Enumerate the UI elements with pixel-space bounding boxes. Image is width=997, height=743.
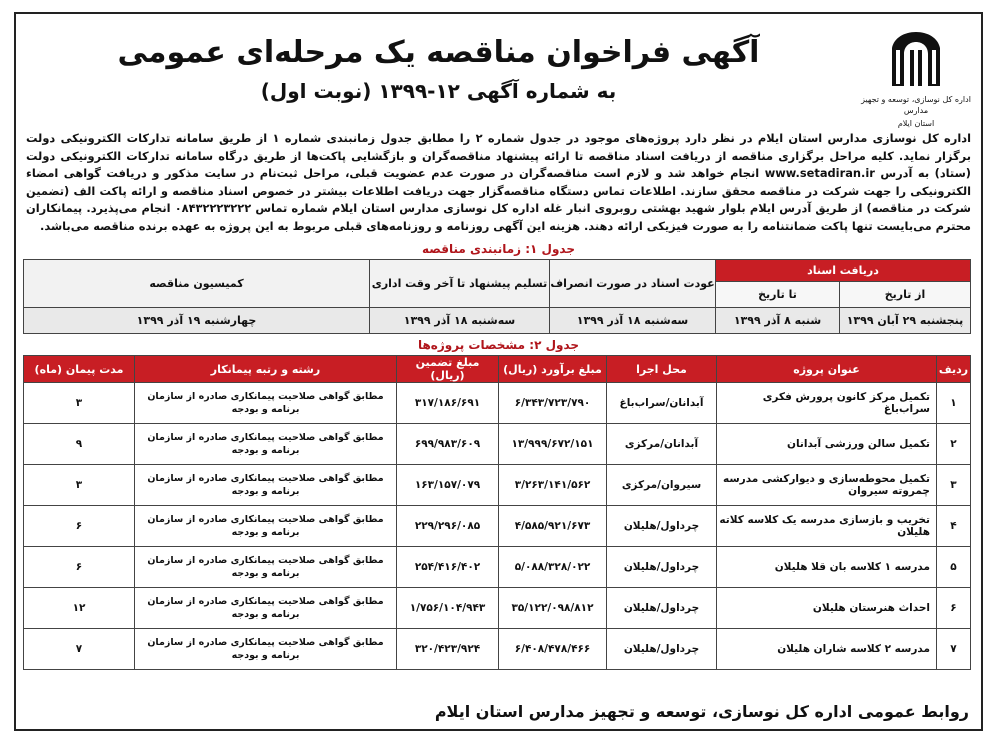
row-number: ۶ bbox=[937, 588, 971, 629]
project-estimate: ۱۳/۹۹۹/۶۷۲/۱۵۱ bbox=[499, 424, 607, 465]
submit-header: تسلیم پیشنهاد تا آخر وقت اداری bbox=[370, 260, 550, 308]
project-estimate: ۳/۲۶۳/۱۴۱/۵۶۲ bbox=[499, 465, 607, 506]
table-row bbox=[24, 465, 971, 506]
project-guarantee: ۶۹۹/۹۸۳/۶۰۹ bbox=[397, 424, 499, 465]
organization-province: استان ایلام bbox=[897, 119, 935, 128]
table-row bbox=[24, 547, 971, 588]
col-header-guarantee: مبلغ تضمین (ریال) bbox=[397, 356, 499, 383]
table-row bbox=[24, 424, 971, 465]
project-location: آبدانان/سراب‌باغ bbox=[607, 383, 717, 424]
contractor-grade: مطابق گواهی صلاحیت پیمانکاری صادره از سازمان برنامه و بودجه bbox=[135, 547, 397, 588]
project-location: چرداول/هلیلان bbox=[607, 588, 717, 629]
contract-duration: ۳ bbox=[24, 383, 135, 424]
project-estimate: ۶/۳۴۳/۷۲۳/۷۹۰ bbox=[499, 383, 607, 424]
contractor-grade: مطابق گواهی صلاحیت پیمانکاری صادره از سازمان برنامه و بودجه bbox=[135, 588, 397, 629]
notice-title: آگهی فراخوان مناقصه یک مرحله‌ای عمومی bbox=[117, 35, 760, 70]
projects-table bbox=[23, 355, 971, 670]
contractor-grade: مطابق گواهی صلاحیت پیمانکاری صادره از سازمان برنامه و بودجه bbox=[135, 506, 397, 547]
notice-header bbox=[26, 20, 971, 128]
projects-table-caption: جدول ۲: مشخصات پروژه‌ها bbox=[417, 338, 580, 352]
to-date-header: تا تاریخ bbox=[716, 282, 840, 308]
col-header-contractor-grade: رشته و رتبه پیمانکار bbox=[135, 356, 397, 383]
from-date-value: پنجشنبه ۲۹ آبان ۱۳۹۹ bbox=[840, 308, 971, 334]
table-row bbox=[24, 629, 971, 670]
project-location: آبدانان/مرکزی bbox=[607, 424, 717, 465]
project-title: تکمیل سالن ورزشی آبدانان bbox=[717, 424, 937, 465]
row-number: ۷ bbox=[937, 629, 971, 670]
from-date-header: از تاریخ bbox=[840, 282, 971, 308]
table-row bbox=[24, 506, 971, 547]
contract-duration: ۶ bbox=[24, 506, 135, 547]
project-title: احداث هنرستان هلیلان bbox=[717, 588, 937, 629]
project-location: چرداول/هلیلان bbox=[607, 506, 717, 547]
project-estimate: ۶/۴۰۸/۴۷۸/۴۶۶ bbox=[499, 629, 607, 670]
public-relations-signature: روابط عمومی اداره کل نوسازی، توسعه و تجهیز مدارس استان ایلام bbox=[434, 702, 969, 721]
contractor-grade: مطابق گواهی صلاحیت پیمانکاری صادره از سازمان برنامه و بودجه bbox=[135, 629, 397, 670]
col-header-row-number: ردیف bbox=[937, 356, 971, 383]
project-location: چرداول/هلیلان bbox=[607, 629, 717, 670]
contract-duration: ۷ bbox=[24, 629, 135, 670]
doc-receipt-header: دریافت اسناد bbox=[716, 260, 971, 282]
row-number: ۳ bbox=[937, 465, 971, 506]
organization-name: اداره کل نوسازی، توسعه و تجهیز مدارس bbox=[861, 95, 971, 115]
table-row bbox=[24, 383, 971, 424]
commission-value: چهارشنبه ۱۹ آذر ۱۳۹۹ bbox=[24, 308, 370, 334]
to-date-value: شنبه ۸ آذر ۱۳۹۹ bbox=[716, 308, 840, 334]
doc-return-value: سه‌شنبه ۱۸ آذر ۱۳۹۹ bbox=[550, 308, 716, 334]
col-header-estimate: مبلغ برآورد (ریال) bbox=[499, 356, 607, 383]
project-guarantee: ۱/۷۵۶/۱۰۴/۹۴۳ bbox=[397, 588, 499, 629]
project-title: مدرسه ۱ کلاسه بان قلا هلیلان bbox=[717, 547, 937, 588]
contract-duration: ۱۲ bbox=[24, 588, 135, 629]
contract-duration: ۳ bbox=[24, 465, 135, 506]
project-title: تکمیل مرکز کانون پرورش فکری سراب‌باغ bbox=[717, 383, 937, 424]
project-title: تکمیل محوطه‌سازی و دیوارکشی مدرسه چمروته سیروان bbox=[717, 465, 937, 506]
doc-return-header: عودت اسناد در صورت انصراف bbox=[550, 260, 716, 308]
col-header-location: محل اجرا bbox=[607, 356, 717, 383]
organization-logo bbox=[861, 28, 971, 129]
contract-duration: ۹ bbox=[24, 424, 135, 465]
schedule-table bbox=[23, 259, 971, 334]
schedule-table-caption: جدول ۱: زمانبندی مناقصه bbox=[422, 242, 575, 256]
project-title: تخریب و بازسازی مدرسه یک کلاسه کلاته هلیلان bbox=[717, 506, 937, 547]
project-guarantee: ۳۲۰/۴۲۳/۹۲۴ bbox=[397, 629, 499, 670]
row-number: ۱ bbox=[937, 383, 971, 424]
contractor-grade: مطابق گواهی صلاحیت پیمانکاری صادره از سازمان برنامه و بودجه bbox=[135, 424, 397, 465]
tender-notice bbox=[14, 12, 983, 731]
row-number: ۵ bbox=[937, 547, 971, 588]
col-header-project-title: عنوان پروژه bbox=[717, 356, 937, 383]
submit-value: سه‌شنبه ۱۸ آذر ۱۳۹۹ bbox=[370, 308, 550, 334]
contractor-grade: مطابق گواهی صلاحیت پیمانکاری صادره از سازمان برنامه و بودجه bbox=[135, 383, 397, 424]
renovation-organization-emblem-icon bbox=[884, 28, 948, 92]
project-guarantee: ۱۶۳/۱۵۷/۰۷۹ bbox=[397, 465, 499, 506]
col-header-duration: مدت پیمان (ماه) bbox=[24, 356, 135, 383]
project-guarantee: ۲۲۹/۲۹۶/۰۸۵ bbox=[397, 506, 499, 547]
project-estimate: ۵/۰۸۸/۳۲۸/۰۲۲ bbox=[499, 547, 607, 588]
table-row bbox=[24, 588, 971, 629]
contract-duration: ۶ bbox=[24, 547, 135, 588]
project-title: مدرسه ۲ کلاسه شاران هلیلان bbox=[717, 629, 937, 670]
project-location: چرداول/هلیلان bbox=[607, 547, 717, 588]
intro-paragraph: اداره کل نوسازی مدارس استان ایلام در نظر دارد پروژه‌های موجود در جدول شماره ۲ را مطابق جدول زمانبندی شماره ۱ از طریق سامانه تدارکات الکترونیکی دولت برگزار نماید. کلیه مراحل برگزاری مناقصه از دریافت اسناد مناقصه تا ارائه پیشنهاد مناقصه‌گران و بازگشایی پاکت‌ها از طریق درگاه سامانه تدارکات الکترونیکی دولت (ستاد) به آدرس www.setadiran.ir انجام خواهد شد و لازم است مناقصه‌گران در صورت عدم عضویت قبلی، مراحل ثبت‌نام در سایت مذکور و دریافت گواهی امضاء الکترونیکی را جهت شرکت در مناقصه محقق سازند. اطلاعات تماس دستگاه مناقصه‌گزار جهت دریافت اطلاعات بیشتر در خصوص اسناد مناقصه و ارائه پاکت الف (تضمین شرکت در مناقصه) از طریق آدرس ایلام بلوار شهید بهشتی روبروی انبار غله اداره کل نوسازی مدارس استان ایلام شماره تماس ۰۸۴۳۲۲۲۳۲۲۲ انجام می‌پذیرد. پیمانکاران محترم می‌بایست تنها پاکت ضمانتنامه را به صورت فیزیکی ارائه دهند. هزینه این آگهی روزنامه و روزنامه‌های قبلی مربوط به این پروژه به عهده برنده مناقصه می‌باشد. bbox=[26, 131, 971, 233]
project-guarantee: ۲۵۴/۴۱۶/۴۰۲ bbox=[397, 547, 499, 588]
project-location: سیروان/مرکزی bbox=[607, 465, 717, 506]
project-estimate: ۴/۵۸۵/۹۲۱/۶۷۳ bbox=[499, 506, 607, 547]
contractor-grade: مطابق گواهی صلاحیت پیمانکاری صادره از سازمان برنامه و بودجه bbox=[135, 465, 397, 506]
notice-subtitle: به شماره آگهی ۱۲-۱۳۹۹ (نوبت اول) bbox=[260, 79, 617, 103]
commission-header: کمیسیون مناقصه bbox=[24, 260, 370, 308]
project-guarantee: ۳۱۷/۱۸۶/۶۹۱ bbox=[397, 383, 499, 424]
row-number: ۲ bbox=[937, 424, 971, 465]
row-number: ۴ bbox=[937, 506, 971, 547]
project-estimate: ۳۵/۱۲۲/۰۹۸/۸۱۲ bbox=[499, 588, 607, 629]
